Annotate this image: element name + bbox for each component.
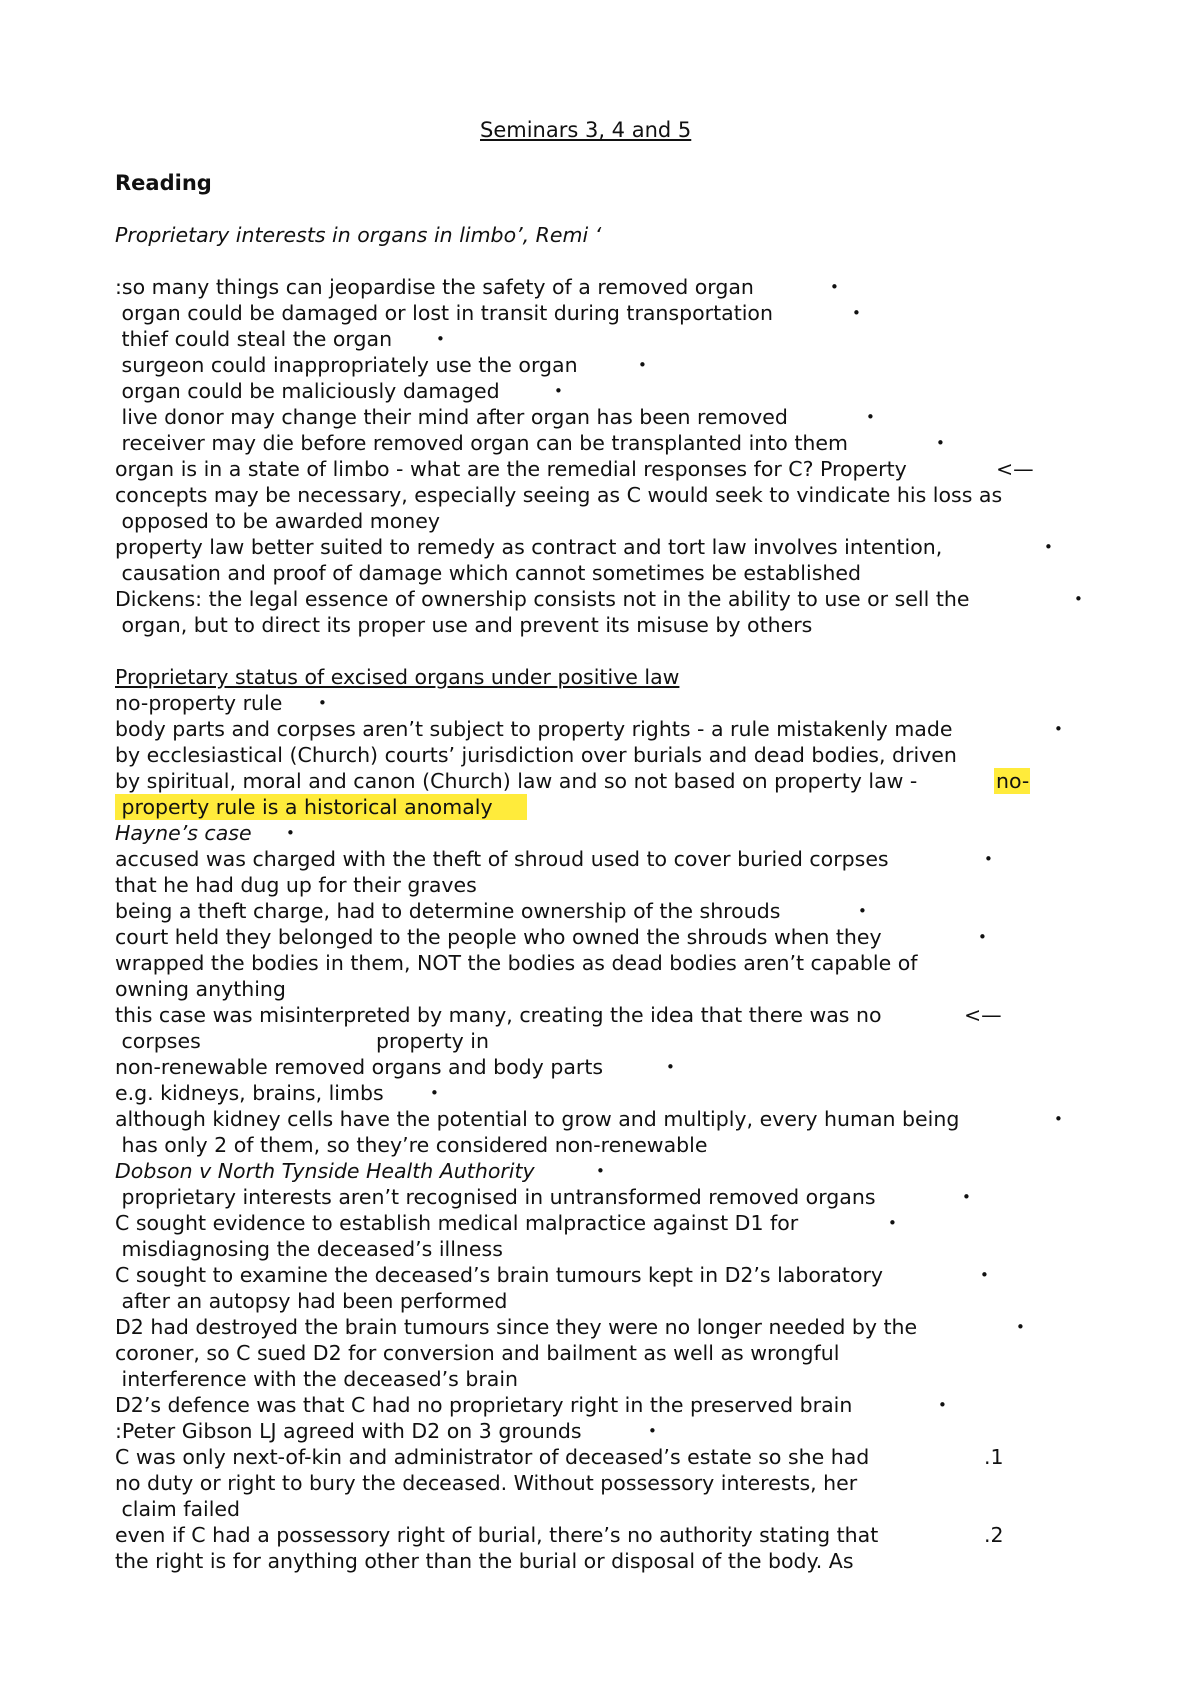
bullet-icon: • bbox=[554, 382, 563, 400]
bullet-icon: • bbox=[1044, 538, 1053, 556]
text-line: non-renewable removed organs and body parts bbox=[115, 1055, 604, 1079]
text-line: owning anything bbox=[115, 977, 286, 1001]
text-line: D2’s defence was that C had no proprietary right in the preserved brain bbox=[115, 1393, 853, 1417]
bullet-icon: • bbox=[286, 824, 295, 842]
text-line: interference with the deceased’s brain bbox=[115, 1367, 519, 1391]
text-line: proprietary interests aren’t recognised in untransformed removed organs bbox=[115, 1185, 876, 1209]
reading-heading: Reading bbox=[115, 171, 212, 195]
document-title: Seminars 3, 4 and 5 bbox=[480, 118, 692, 142]
bullet-icon: • bbox=[318, 694, 327, 712]
text-line: surgeon could inappropriately use the organ bbox=[115, 353, 578, 377]
bullet-icon: • bbox=[938, 1396, 947, 1414]
highlighted-text: property rule is a historical anomaly bbox=[115, 795, 493, 819]
arrow-icon: <— bbox=[996, 457, 1034, 481]
bullet-icon: • bbox=[436, 330, 445, 348]
section-heading: Proprietary status of excised organs under positive law bbox=[115, 665, 680, 689]
text-line: concepts may be necessary, especially seeing as C would seek to vindicate his loss as bbox=[115, 483, 1003, 507]
case-name: Dobson v North Tynside Health Authority bbox=[115, 1159, 535, 1183]
bullet-icon: • bbox=[1016, 1318, 1025, 1336]
text-line: by ecclesiastical (Church) courts’ jurisdiction over burials and dead bodies, driven bbox=[115, 743, 957, 767]
text-line: live donor may change their mind after organ has been removed bbox=[115, 405, 788, 429]
case-name: Hayne’s case bbox=[115, 821, 252, 845]
text-line: misdiagnosing the deceased’s illness bbox=[115, 1237, 503, 1261]
bullet-icon: • bbox=[980, 1266, 989, 1284]
text-line: has only 2 of them, so they’re considered non-renewable bbox=[115, 1133, 708, 1157]
text-line: claim failed bbox=[115, 1497, 241, 1521]
text-line: C sought to examine the deceased’s brain tumours kept in D2’s laboratory bbox=[115, 1263, 884, 1287]
text-line: although kidney cells have the potential to grow and multiply, every human being bbox=[115, 1107, 960, 1131]
text-line: organ, but to direct its proper use and prevent its misuse by others bbox=[115, 613, 813, 637]
bullet-icon: • bbox=[1054, 1110, 1063, 1128]
bullet-icon: • bbox=[648, 1422, 657, 1440]
text-line: no duty or right to bury the deceased. Without possessory interests, her bbox=[115, 1471, 858, 1495]
list-number: .2 bbox=[984, 1523, 1004, 1547]
bullet-icon: • bbox=[638, 356, 647, 374]
text-line: organ could be damaged or lost in transit during transportation bbox=[115, 301, 773, 325]
bullet-icon: • bbox=[978, 928, 987, 946]
bullet-icon: • bbox=[858, 902, 867, 920]
bullet-icon: • bbox=[866, 408, 875, 426]
bullet-icon: • bbox=[936, 434, 945, 452]
bullet-icon: • bbox=[1054, 720, 1063, 738]
text-line: property law better suited to remedy as contract and tort law involves intention, bbox=[115, 535, 943, 559]
bullet-icon: • bbox=[962, 1188, 971, 1206]
text-line: opposed to be awarded money bbox=[115, 509, 441, 533]
text-line: C was only next-of-kin and administrator of deceased’s estate so she had bbox=[115, 1445, 870, 1469]
text-line: by spiritual, moral and canon (Church) law and so not based on property law - bbox=[115, 769, 924, 793]
bullet-icon: • bbox=[984, 850, 993, 868]
text-line: accused was charged with the theft of shroud used to cover buried corpses bbox=[115, 847, 889, 871]
bullet-icon: • bbox=[830, 278, 839, 296]
text-line: the right is for anything other than the burial or disposal of the body. As bbox=[115, 1549, 854, 1573]
text-line: no-property rule bbox=[115, 691, 283, 715]
text-line: thief could steal the organ bbox=[115, 327, 393, 351]
text-line: property in bbox=[376, 1029, 489, 1053]
bullet-icon: • bbox=[596, 1162, 605, 1180]
bullet-icon: • bbox=[852, 304, 861, 322]
source-citation: Proprietary interests in organs in limbo’, Remi ‘ bbox=[115, 223, 602, 247]
text-line: causation and proof of damage which cannot sometimes be established bbox=[115, 561, 861, 585]
bullet-icon: • bbox=[888, 1214, 897, 1232]
text-line: court held they belonged to the people who owned the shrouds when they bbox=[115, 925, 882, 949]
text-line: body parts and corpses aren’t subject to property rights - a rule mistakenly made bbox=[115, 717, 953, 741]
text-line: that he had dug up for their graves bbox=[115, 873, 477, 897]
text-line: organ is in a state of limbo - what are the remedial responses for C? Property bbox=[115, 457, 907, 481]
highlighted-text: no- bbox=[996, 769, 1030, 793]
bullet-icon: • bbox=[1074, 590, 1083, 608]
text-line: e.g. kidneys, brains, limbs bbox=[115, 1081, 384, 1105]
text-line: C sought evidence to establish medical malpractice against D1 for bbox=[115, 1211, 799, 1235]
bullet-icon: • bbox=[430, 1084, 439, 1102]
text-line: :so many things can jeopardise the safety of a removed organ bbox=[115, 275, 754, 299]
text-line: wrapped the bodies in them, NOT the bodies as dead bodies aren’t capable of bbox=[115, 951, 918, 975]
text-line: receiver may die before removed organ can be transplanted into them bbox=[115, 431, 848, 455]
arrow-icon: <— bbox=[964, 1003, 1002, 1027]
text-line: organ could be maliciously damaged bbox=[115, 379, 500, 403]
text-line: D2 had destroyed the brain tumours since they were no longer needed by the bbox=[115, 1315, 918, 1339]
text-line: Dickens: the legal essence of ownership consists not in the ability to use or sell the bbox=[115, 587, 970, 611]
text-line: even if C had a possessory right of burial, there’s no authority stating that bbox=[115, 1523, 879, 1547]
text-line: being a theft charge, had to determine ownership of the shrouds bbox=[115, 899, 781, 923]
bullet-icon: • bbox=[666, 1058, 675, 1076]
text-line: corpses bbox=[115, 1029, 201, 1053]
text-line: this case was misinterpreted by many, creating the idea that there was no bbox=[115, 1003, 882, 1027]
text-line: after an autopsy had been performed bbox=[115, 1289, 508, 1313]
text-line: coroner, so C sued D2 for conversion and bailment as well as wrongful bbox=[115, 1341, 840, 1365]
text-line: :Peter Gibson LJ agreed with D2 on 3 grounds bbox=[115, 1419, 582, 1443]
list-number: .1 bbox=[984, 1445, 1004, 1469]
